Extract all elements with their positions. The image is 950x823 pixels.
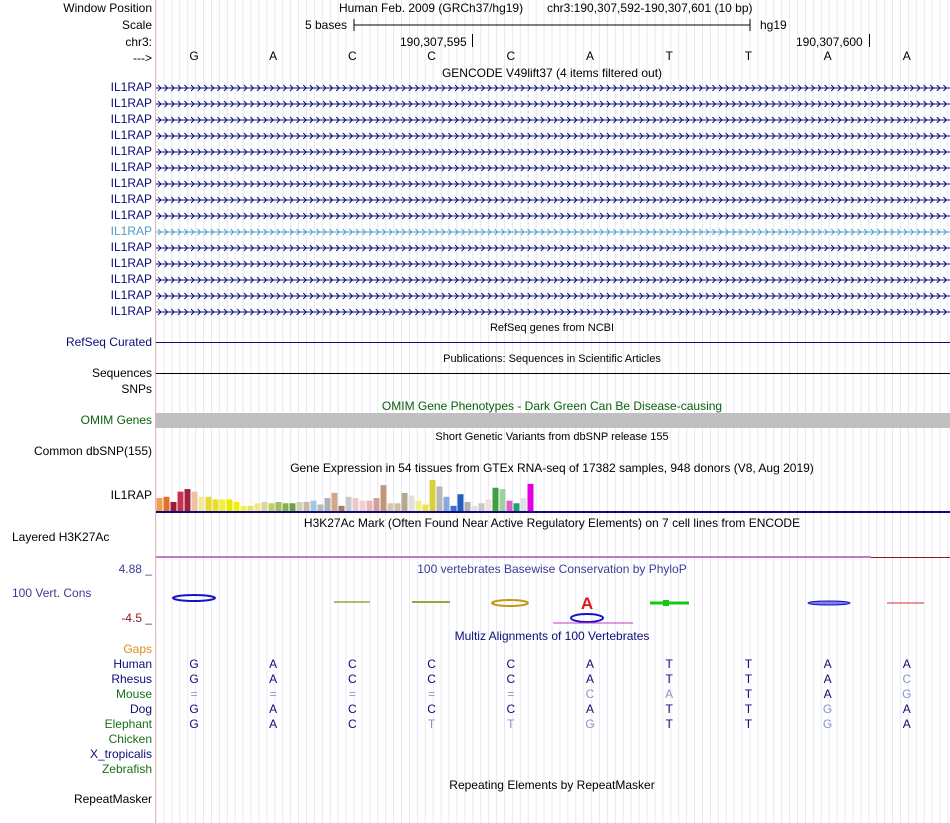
alignment-base-mouse: = <box>190 687 198 701</box>
gene-row-label[interactable]: IL1RAP <box>110 272 152 286</box>
gtex-tissue-bar <box>486 499 492 511</box>
refseq-title: RefSeq genes from NCBI <box>489 322 615 334</box>
gene-row-label[interactable]: IL1RAP <box>110 208 152 222</box>
transcript-line <box>156 277 950 283</box>
gene-row-label[interactable]: IL1RAP <box>110 192 152 206</box>
alignment-base-mouse: = <box>348 687 356 701</box>
phylop-max-label: 4.88 _ <box>118 562 152 576</box>
gtex-tissue-bar <box>318 505 324 511</box>
species-label-dog[interactable]: Dog <box>129 702 152 716</box>
gtex-tissue-bar <box>262 502 268 511</box>
gtex-tissue-bar <box>171 502 177 511</box>
reference-base: A <box>585 49 594 63</box>
reference-base: C <box>348 49 357 63</box>
alignment-base-rhesus: C <box>348 672 357 686</box>
reference-base: T <box>744 49 753 63</box>
gtex-tissue-bar <box>304 502 310 511</box>
species-label-rhesus[interactable]: Rhesus <box>111 672 152 686</box>
gtex-tissue-bar <box>234 502 240 511</box>
window-position-label: Window Position <box>63 1 152 15</box>
alignment-base-dog: C <box>506 702 516 716</box>
h3k27ac-label[interactable]: Layered H3K27Ac <box>12 530 110 544</box>
gene-row-label[interactable]: IL1RAP <box>110 80 152 94</box>
alignment-base-dog: G <box>189 702 199 716</box>
omim-gene-bar[interactable] <box>156 413 950 428</box>
gtex-tissue-bar <box>437 486 443 511</box>
alignment-base-human: C <box>427 657 436 671</box>
alignment-base-human: C <box>506 657 516 671</box>
gtex-tissue-bar <box>269 503 275 511</box>
refseq-gene-line[interactable] <box>156 342 950 343</box>
alignment-base-dog: G <box>822 702 833 716</box>
reference-base: T <box>665 49 673 63</box>
logo-g-1 <box>173 595 215 601</box>
gtex-tissue-bar <box>521 498 527 511</box>
gtex-tissue-bar <box>381 485 387 511</box>
alignment-base-rhesus: C <box>902 672 912 686</box>
species-label-zebrafish[interactable]: Zebrafish <box>101 762 152 776</box>
gtex-tissue-bar <box>297 502 303 511</box>
gtex-tissue-bar <box>276 502 282 511</box>
logo-a-9 <box>808 601 850 605</box>
alignment-base-human: A <box>902 657 911 671</box>
alignment-base-mouse: A <box>823 687 832 701</box>
assembly-title: Human Feb. 2009 (GRCh37/hg19) <box>339 1 524 15</box>
gtex-tissue-bar <box>227 499 233 511</box>
gene-row-label[interactable]: IL1RAP <box>110 176 152 190</box>
gene-row-label[interactable]: IL1RAP <box>110 288 152 302</box>
alignment-base-elephant: G <box>822 717 833 731</box>
gtex-tissue-bar <box>325 498 331 511</box>
gtex-tissue-bar <box>458 494 464 511</box>
alignment-base-mouse: A <box>665 687 674 701</box>
alignment-base-human: T <box>744 657 753 671</box>
alignment-base-dog: C <box>427 702 436 716</box>
species-label-human[interactable]: Human <box>113 657 152 671</box>
transcript-line <box>156 101 950 107</box>
alignment-base-rhesus: T <box>744 672 753 686</box>
reference-base: G <box>189 49 199 63</box>
species-label-elephant[interactable]: Elephant <box>104 717 152 731</box>
gene-row-label[interactable]: IL1RAP <box>110 256 152 270</box>
reference-base: C <box>506 49 516 63</box>
gtex-tissue-bar <box>514 503 520 511</box>
alignment-base-mouse: T <box>744 687 753 701</box>
coord-tick-2: 190,307,600 <box>796 35 863 49</box>
gene-row-label[interactable]: IL1RAP <box>110 96 152 110</box>
transcript-line <box>156 261 950 267</box>
phylop-min-label: -4.5 _ <box>121 611 152 625</box>
gene-row-label[interactable]: IL1RAP <box>110 240 152 254</box>
gtex-tissue-bar <box>395 503 401 511</box>
gtex-tissue-bar <box>213 499 219 511</box>
gtex-tissue-bar <box>465 502 471 511</box>
alignment-base-human: A <box>585 657 594 671</box>
gtex-expression-chart[interactable] <box>156 476 950 514</box>
alignment-base-dog: T <box>665 702 673 716</box>
gtex-tissue-bar <box>157 498 163 511</box>
reference-base: A <box>269 49 278 63</box>
gtex-tissue-bar <box>290 503 296 511</box>
alignment-base-rhesus: C <box>427 672 436 686</box>
alignment-base-elephant: G <box>585 717 595 731</box>
gtex-tissue-bar <box>388 503 394 511</box>
refseq-label[interactable]: RefSeq Curated <box>65 335 152 349</box>
logo-t-7-core <box>663 600 669 606</box>
alignment-base-human: C <box>348 657 357 671</box>
gtex-title: Gene Expression in 54 tissues from GTEx RNA-seq of 17382 samples, 948 donors (V8, Aug 2019) <box>290 461 814 475</box>
gencode-transcripts[interactable] <box>156 0 950 320</box>
alignment-base-rhesus: A <box>269 672 278 686</box>
gtex-tissue-bar <box>192 492 198 511</box>
alignment-base-elephant: T <box>507 717 515 731</box>
alignment-base-elephant: C <box>348 717 357 731</box>
gtex-tissue-bar <box>178 492 184 511</box>
logo-g-6 <box>571 614 603 622</box>
h3k27ac-signal[interactable] <box>156 556 871 558</box>
alignment-base-rhesus: G <box>189 672 199 686</box>
gtex-tissue-bar <box>360 501 366 511</box>
gtex-tissue-bar <box>500 489 506 511</box>
gtex-tissue-bar <box>493 488 499 511</box>
reference-base: C <box>427 49 436 63</box>
gtex-tissue-bar <box>255 503 261 511</box>
alignment-base-mouse: C <box>585 687 595 701</box>
logo-a-6: A <box>580 594 594 613</box>
gtex-tissue-bar <box>507 501 513 511</box>
species-label-x_tropicalis[interactable]: X_tropicalis <box>89 747 152 761</box>
transcript-line <box>156 85 950 91</box>
alignment-base-elephant: T <box>665 717 673 731</box>
gtex-tissue-bar <box>451 506 457 511</box>
gtex-tissue-bar <box>416 501 422 511</box>
phylop-title: 100 vertebrates Basewise Conservation by PhyloP <box>417 562 687 576</box>
gtex-tissue-bar <box>220 499 226 511</box>
gtex-tissue-bar <box>185 489 191 511</box>
transcript-line <box>156 197 950 203</box>
sequences-label[interactable]: Sequences <box>91 366 152 380</box>
gtex-tissue-bar <box>409 496 415 512</box>
gtex-tissue-bar <box>423 505 429 511</box>
scale-db-label: hg19 <box>760 18 787 32</box>
alignment-base-dog: T <box>744 702 753 716</box>
gtex-tissue-bar <box>164 497 170 511</box>
species-label-chicken[interactable]: Chicken <box>108 732 152 746</box>
species-label-mouse[interactable]: Mouse <box>115 687 152 701</box>
transcript-line <box>156 309 950 315</box>
gtex-tissue-bar <box>346 497 352 511</box>
gtex-gene-label[interactable]: IL1RAP <box>110 488 152 502</box>
publications-title: Publications: Sequences in Scientific Articles <box>443 353 661 365</box>
alignment-base-elephant: G <box>189 717 199 731</box>
gtex-tissue-bar <box>353 498 359 511</box>
alignment-base-elephant: A <box>902 717 911 731</box>
repeatmasker-label[interactable]: RepeatMasker <box>73 792 152 806</box>
alignment-base-mouse: = <box>269 687 277 701</box>
gtex-tissue-bar <box>248 506 254 511</box>
track-labels-panel <box>0 0 155 823</box>
omim-label[interactable]: OMIM Genes <box>80 413 152 427</box>
transcript-line <box>156 293 950 299</box>
alignment-base-dog: A <box>585 702 594 716</box>
gaps-label[interactable]: Gaps <box>123 642 152 656</box>
transcript-line <box>156 133 950 139</box>
gtex-tissue-bar <box>199 497 205 511</box>
transcript-line <box>156 181 950 187</box>
chrom-label: chr3: <box>125 35 152 49</box>
h3k27ac-title: H3K27Ac Mark (Often Found Near Active Regulatory Elements) on 7 cell lines from ENCODE <box>303 516 801 530</box>
logo-c-5 <box>492 600 528 606</box>
gene-row-label[interactable]: IL1RAP <box>110 112 152 126</box>
alignment-base-mouse: = <box>428 687 436 701</box>
alignment-base-dog: A <box>902 702 911 716</box>
alignment-base-rhesus: C <box>506 672 516 686</box>
gene-row-label[interactable]: IL1RAP <box>110 160 152 174</box>
alignment-base-human: A <box>269 657 278 671</box>
strand-label: ---> <box>133 51 152 65</box>
h3k27ac-signal-end <box>871 557 950 558</box>
alignment-base-dog: C <box>348 702 357 716</box>
repeatmasker-title: Repeating Elements by RepeatMasker <box>449 778 655 792</box>
reference-base: A <box>902 49 911 63</box>
position-readout: chr3:190,307,592-190,307,601 (10 bp) <box>547 1 753 15</box>
alignment-base-human: A <box>823 657 832 671</box>
gtex-tissue-bar <box>402 493 408 511</box>
gtex-tissue-bar <box>332 493 338 511</box>
gtex-tissue-bar <box>528 484 534 511</box>
gtex-tissue-bar <box>311 501 317 511</box>
sequences-line[interactable] <box>156 373 950 374</box>
gene-row-label[interactable]: IL1RAP <box>110 128 152 142</box>
multiz-title: Multiz Alignments of 100 Vertebrates <box>454 629 650 643</box>
gtex-tissue-bar <box>472 506 478 511</box>
alignment-base-elephant: A <box>269 717 278 731</box>
snps-label[interactable]: SNPs <box>121 382 152 396</box>
alignment-base-human: T <box>665 657 673 671</box>
transcript-line <box>156 165 950 171</box>
transcript-line <box>156 245 950 251</box>
gtex-tissue-bar <box>367 501 373 511</box>
track-image-panel[interactable] <box>156 0 950 823</box>
dbsnp-label[interactable]: Common dbSNP(155) <box>33 444 152 458</box>
gtex-tissue-bar <box>444 497 450 511</box>
coord-tick-1: 190,307,595 <box>400 35 467 49</box>
phylop-conservation-logo[interactable] <box>156 590 950 630</box>
gtex-tissue-bar <box>430 480 436 511</box>
reference-base: A <box>823 49 832 63</box>
gene-row-label[interactable]: IL1RAP <box>110 224 152 238</box>
scale-label: Scale <box>121 18 152 32</box>
alignment-base-rhesus: T <box>665 672 673 686</box>
phylop-track-label[interactable]: 100 Vert. Cons <box>12 586 92 600</box>
transcript-line <box>156 213 950 219</box>
alignment-base-dog: A <box>269 702 278 716</box>
transcript-line <box>156 117 950 123</box>
alignment-base-human: G <box>189 657 199 671</box>
alignment-base-rhesus: A <box>823 672 832 686</box>
gtex-tissue-bar <box>374 498 380 511</box>
alignment-base-rhesus: A <box>585 672 594 686</box>
alignment-base-elephant: T <box>427 717 436 731</box>
gtex-tissue-bar <box>283 503 289 511</box>
alignment-base-mouse: G <box>902 687 912 701</box>
alignment-base-mouse: = <box>507 687 515 701</box>
transcript-line <box>156 229 950 235</box>
scale-text: 5 bases <box>305 18 348 32</box>
alignment-base-elephant: T <box>744 717 753 731</box>
transcript-line <box>156 149 950 155</box>
gencode-title: GENCODE V49lift37 (4 items filtered out) <box>441 66 663 80</box>
gtex-tissue-bar <box>241 506 247 511</box>
gene-row-label[interactable]: IL1RAP <box>110 304 152 318</box>
omim-title: OMIM Gene Phenotypes - Dark Green Can Be Disease-causing <box>381 399 723 413</box>
gtex-tissue-bar <box>339 506 345 511</box>
dbsnp-title: Short Genetic Variants from dbSNP release 155 <box>435 431 669 443</box>
gtex-tissue-bar <box>206 497 212 511</box>
gene-row-label[interactable]: IL1RAP <box>110 144 152 158</box>
gtex-tissue-bar <box>479 503 485 511</box>
